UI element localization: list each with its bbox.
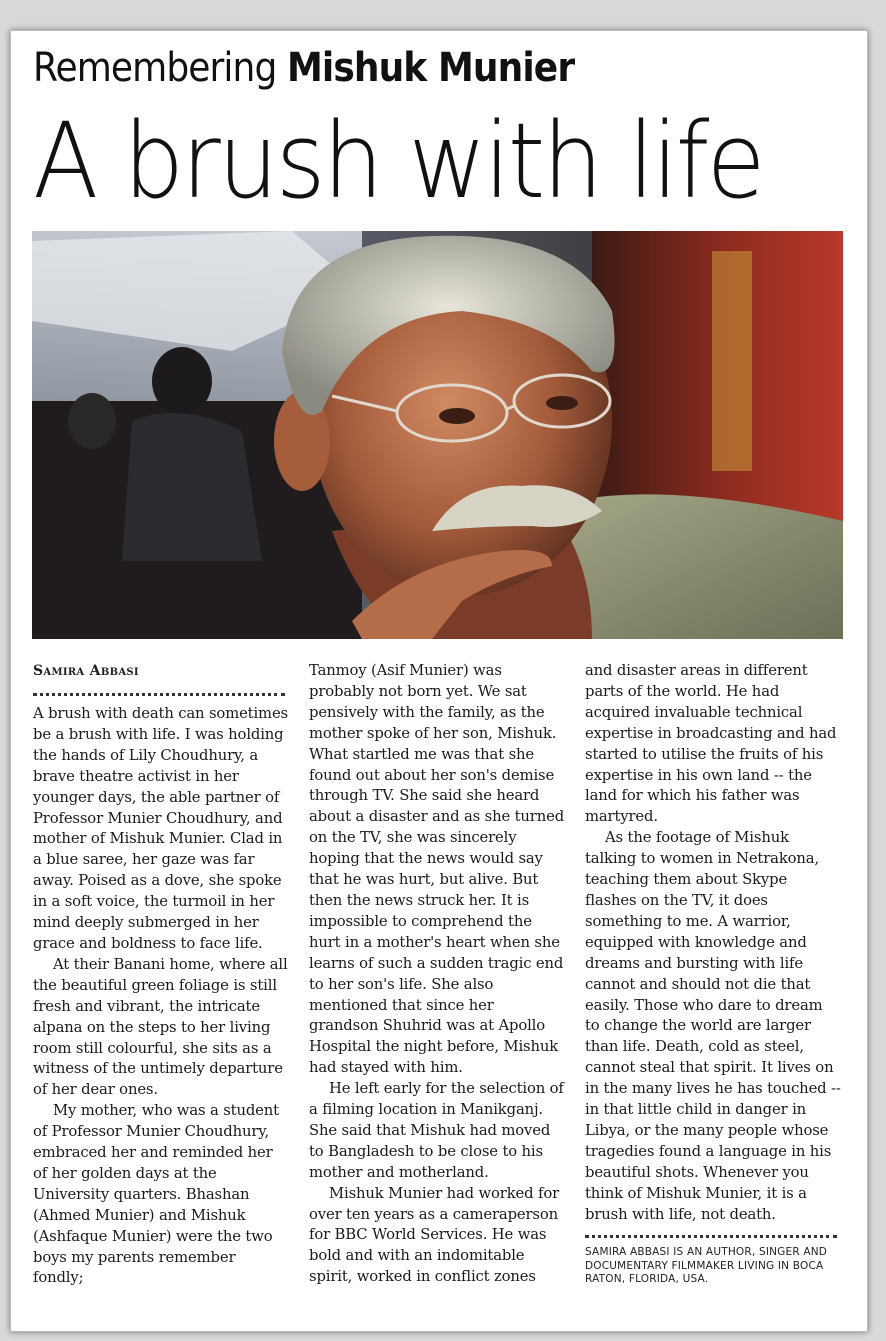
- paragraph: As the footage of Mishuk talking to women in Netrakona, teaching them about Skype flashes on the TV, it does something to me. A warrior, equipped with knowledge and dreams and bursting with life cannot and should not die that easily. Those who dare to dream to change the world are larger than life. Death, cold as steel, cannot steal that spirit. It lives on in the many lives he has touched -- in that little child in danger in Libya, or the many people whose tragedies found a language in his beautiful shots. Whenever you think of Mishuk Munier, it is a brush with life, not death.: [585, 829, 841, 1223]
- byline-divider: [33, 693, 285, 696]
- paragraph: A brush with death can sometimes be a brush with life. I was holding the hands of Lily Choudhury, a brave theatre activist in her younger days, the able partner of Professor Munier Choudhury, and mother of Mishuk Munier. Clad in a blue saree, her gaze was far away. Poised as a dove, she spoke in a soft voice, the turmoil in her mind deeply submerged in her grace and boldness to face life.: [33, 705, 288, 952]
- portrait-photo: [32, 231, 843, 639]
- byline: Samira Abbasi: [33, 663, 139, 679]
- headline: A brush with life: [33, 100, 763, 222]
- paragraph: My mother, who was a student of Professor Munier Choudhury, embraced her and reminded her of her golden days at the University quarters. Bhashan (Ahmed Munier) and Mishuk (Ashfaque Munier) were the two boys my parents remember fondly;: [33, 1102, 279, 1287]
- column-2: [309, 661, 565, 1288]
- newspaper-page: [10, 30, 868, 1332]
- column-1: [33, 661, 289, 1289]
- kicker-light: Remembering: [33, 45, 277, 91]
- column-3: [585, 661, 841, 1287]
- kicker: [33, 45, 574, 91]
- paragraph: He left early for the selection of a filming location in Manikganj. She said that Mishuk had moved to Bangladesh to be close to his mother and motherland.: [309, 1080, 564, 1181]
- paragraph: Tanmoy (Asif Munier) was probably not born yet. We sat pensively with the family, as the mother spoke of her son, Mishuk. What startled me was that she found out about her son's demise through TV. She said she heard about a disaster and as she turned on the TV, she was sincerely hoping that the news would say that he was hurt, but alive. But then the news struck her. It is impossible to comprehend the hurt in a mother's heart when she learns of such a sudden tragic end to her son's life. She also mentioned that since her grandson Shuhrid was at Apollo Hospital the night before, Mishuk had stayed with him.: [309, 662, 565, 1077]
- author-bio: SAMIRA ABBASI IS AN AUTHOR, SINGER AND DOCUMENTARY FILMMAKER LIVING IN BOCA RATON, FLORIDA, USA.: [585, 1246, 828, 1286]
- paragraph: At their Banani home, where all the beautiful green foliage is still fresh and vibrant, the intricate alpana on the steps to her living room still colourful, she sits as a witness of the untimely departure of her dear ones.: [33, 955, 288, 1099]
- bio-divider: [585, 1235, 837, 1238]
- paragraph: and disaster areas in different parts of the world. He had acquired invaluable technical expertise in broadcasting and had started to utilise the fruits of his expertise in his own land -- the land for which his father was martyred.: [585, 662, 837, 826]
- paragraph: Mishuk Munier had worked for over ten years as a cameraperson for BBC World Services. He was bold and with an indomitable spirit, worked in conflict zones: [309, 1184, 560, 1286]
- kicker-bold: Mishuk Munier: [286, 45, 575, 91]
